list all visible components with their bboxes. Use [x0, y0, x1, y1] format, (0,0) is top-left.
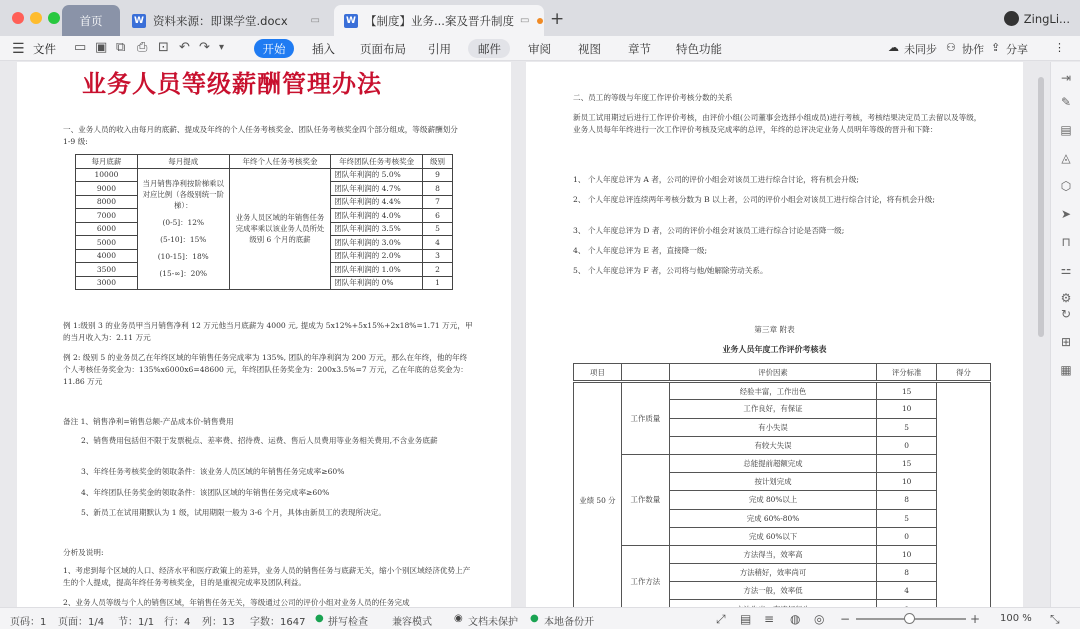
tier-2: (5-10]：15% — [160, 235, 207, 245]
level-cell: 3 — [423, 249, 453, 263]
zoom-out-icon[interactable]: − — [840, 612, 851, 626]
status-bar — [0, 607, 1080, 629]
fullscreen-icon[interactable]: ⤢ — [716, 612, 726, 626]
score-cell: 5 — [877, 418, 937, 436]
factor-cell: 完成 60%-80% — [669, 509, 876, 527]
base-salary-cell: 9000 — [76, 182, 138, 196]
commission-text: 当月销售净利按阶梯乘以对应比例（各级别统一阶梯）： — [142, 179, 224, 211]
document-page-1[interactable] — [17, 62, 511, 607]
base-salary-cell: 7000 — [76, 209, 138, 223]
side-tool-panel — [1050, 62, 1080, 607]
history-icon[interactable]: ↻ — [1060, 307, 1072, 321]
factor-cell: 方法一般，效率低 — [669, 582, 876, 600]
score-cell: 15 — [877, 382, 937, 400]
zoom-level[interactable]: 100 % — [1000, 613, 1032, 624]
share-label[interactable]: 分享 — [1006, 43, 1028, 56]
status-row: 行：4 — [164, 617, 191, 628]
tab-home-label: 首页 — [79, 13, 103, 28]
print-preview-icon[interactable]: ⊡ — [158, 40, 169, 55]
title-bar — [0, 0, 1080, 36]
score-cell: 10 — [877, 400, 937, 418]
salary-table — [75, 154, 453, 290]
tab-doc1[interactable] — [122, 5, 330, 36]
shield-icon: ◉ — [454, 613, 463, 624]
team-bonus-cell: 团队年利润的 4.4% — [331, 195, 423, 209]
redo-icon[interactable]: ↷ — [199, 40, 210, 55]
commission-cell — [137, 168, 229, 290]
status-protect[interactable]: 文档未保护 — [468, 617, 518, 628]
tab-view[interactable]: 视图 — [578, 42, 601, 56]
score-cell: 8 — [877, 564, 937, 582]
section-2-heading: 二、员工的等级与年度工作评价考核分数的关系 — [573, 93, 733, 102]
tab-references[interactable]: 引用 — [428, 42, 451, 56]
word-doc-icon: W — [344, 14, 358, 28]
base-salary-cell: 4000 — [76, 249, 138, 263]
group-cell: 工作数量 — [621, 454, 669, 545]
vertical-scrollbar[interactable] — [1038, 77, 1044, 337]
table-header-cell: 得分 — [937, 364, 991, 382]
style-icon[interactable]: ◬ — [1061, 151, 1071, 165]
tab-start[interactable]: 开始 — [254, 39, 294, 58]
table-header-cell: 年终团队任务考核奖金 — [331, 155, 423, 169]
word-doc-icon: W — [132, 14, 146, 28]
chapter-heading: 第三章 附表 — [754, 325, 795, 334]
table-row — [574, 382, 991, 400]
base-salary-cell: 3000 — [76, 276, 138, 290]
tab-doc1-label: 资料来源：即课学堂.docx — [153, 13, 288, 28]
document-icon[interactable]: ▤ — [1060, 123, 1072, 137]
ribbon-menu-bar — [0, 36, 1080, 61]
fit-window-icon[interactable]: ⤡ — [1050, 612, 1060, 626]
table-row — [76, 168, 453, 182]
team-bonus-cell: 团队年利润的 3.0% — [331, 236, 423, 250]
table-header-cell: 年终个人任务考核奖金 — [229, 155, 331, 169]
team-bonus-cell: 团队年利润的 4.0% — [331, 209, 423, 223]
analysis-title: 分析及说明: — [63, 548, 104, 557]
intro-paragraph: 一、业务人员的收入由每月的底薪、提成及年终的个人任务考核奖金、团队任务考核奖金四个部分组成，等级薪酬划分 1-9 级: — [63, 125, 458, 146]
team-bonus-cell: 团队年利润的 2.0% — [331, 249, 423, 263]
factor-cell: 经验丰富，工作出色 — [669, 382, 876, 400]
table-header-cell: 评价因素 — [669, 364, 876, 382]
status-page-code: 页码：1 — [10, 617, 47, 628]
export-icon[interactable]: ⧉ — [116, 40, 126, 55]
level-cell: 1 — [423, 276, 453, 290]
rule-4: 4、 个人年度总评为 E 者，直接降一级; — [573, 246, 708, 255]
base-salary-cell: 5000 — [76, 236, 138, 250]
collapse-panel-icon[interactable]: ⇥ — [1060, 71, 1072, 85]
eye-protect-icon[interactable]: ◎ — [814, 612, 825, 626]
note-4: 4、年终团队任务奖金的领取条件：该团队区域的年销售任务完成率≥60% — [81, 488, 330, 497]
analysis-2: 2、业务人员等级与个人的销售区域，年销售任务无关，等级通过公司的评价小组对业务人员的任务完成 — [63, 598, 410, 607]
web-view-icon[interactable]: ◍ — [790, 612, 801, 626]
note-2: 2、销售费用包括但不限于发票税点、差率费、招待费、运费、售后人员费用等业务相关费用,不含业务底薪 — [81, 436, 438, 445]
maximize-window-button[interactable] — [48, 12, 60, 24]
table-header-cell — [621, 364, 669, 382]
rule-2: 2、 个人年度总评连续两年考核分数为 B 以上者，公司的评价小组会对该员工进行综合讨论，将有机会升级; — [573, 195, 935, 204]
example-2: 例 2: 级别 5 的业务员乙在年终区域的年销售任务完成率为 135%, 团队的年净利润为 200 万元，那么在年终，他的年终个人考核任务奖金为：135%x6000x6=48600 元，年终团队任务奖金为：200x3.5%=7 万元，乙在年底的总奖金为：11.86 万元 — [63, 353, 468, 386]
group-cell: 工作方法 — [621, 545, 669, 618]
pointer-icon[interactable]: ➤ — [1060, 207, 1072, 221]
factor-cell: 完成 80%以上 — [669, 491, 876, 509]
base-salary-cell: 6000 — [76, 222, 138, 236]
note-5: 5、新员工在试用期默认为 1 级，试用期限一般为 3-6 个月，具体由新员工的表现所决定。 — [81, 508, 386, 517]
table-header-cell: 每月提成 — [137, 155, 229, 169]
level-cell: 4 — [423, 236, 453, 250]
tier-4: (15-∞]：20% — [159, 269, 208, 279]
tab-page-layout[interactable]: 页面布局 — [360, 42, 406, 56]
new-tab-button[interactable]: + — [550, 9, 565, 29]
file-menu[interactable]: 文件 — [33, 42, 56, 56]
outline-view-icon[interactable]: ≡ — [764, 612, 775, 626]
spell-check-icon: ● — [315, 613, 324, 624]
team-bonus-cell: 团队年利润的 3.5% — [331, 222, 423, 236]
level-cell: 5 — [423, 222, 453, 236]
lock-icon[interactable]: ⊓ — [1061, 235, 1071, 249]
team-bonus-cell: 团队年利润的 4.7% — [331, 182, 423, 196]
backup-icon: ● — [530, 613, 539, 624]
level-cell: 8 — [423, 182, 453, 196]
base-salary-cell: 8000 — [76, 195, 138, 209]
unsync-label[interactable]: 未同步 — [904, 43, 937, 56]
score-cell: 15 — [877, 454, 937, 472]
status-page: 页面：1/4 — [58, 617, 105, 628]
document-page-2[interactable] — [526, 62, 1023, 607]
tier-3: (10-15]：18% — [157, 252, 209, 262]
user-account[interactable] — [1004, 11, 1070, 26]
note-3: 3、年终任务考核奖金的领取条件：该业务人员区域的年销售任务完成率≥60% — [81, 467, 345, 476]
table-header-row — [76, 155, 453, 169]
table-header-cell: 每月底薪 — [76, 155, 138, 169]
tab-doc2[interactable] — [334, 5, 544, 36]
share-icon[interactable]: ⇪ — [991, 41, 1001, 54]
customize-chevron-icon[interactable]: ▾ — [219, 42, 225, 53]
tab-home[interactable] — [62, 5, 120, 36]
rule-3: 3、 个人年度总评为 D 者，公司的评价小组会对该员工进行综合讨论是否降一级; — [573, 226, 845, 235]
score-cell: 0 — [877, 527, 937, 545]
status-compat: 兼容模式 — [392, 617, 432, 628]
tab-special-features[interactable]: 特色功能 — [676, 42, 722, 56]
table-row — [574, 454, 991, 472]
table-header-cell: 评分标准 — [877, 364, 937, 382]
edit-pen-icon[interactable]: ✎ — [1060, 95, 1072, 109]
rule-1: 1、 个人年度总评为 A 者，公司的评价小组会对该员工进行综合讨论，将有机会升级; — [573, 175, 859, 184]
shape-icon[interactable]: ⬡ — [1060, 179, 1072, 193]
level-cell: 6 — [423, 209, 453, 223]
page-view-icon[interactable]: ▤ — [740, 612, 752, 626]
factor-cell: 有小失误 — [669, 418, 876, 436]
project-cell: 业绩 50 分 — [574, 382, 622, 618]
factor-cell: 方法稍好，效率尚可 — [669, 564, 876, 582]
monitor-icon: ▭ — [519, 15, 530, 26]
level-cell: 9 — [423, 168, 453, 182]
status-words[interactable]: 字数：1647 — [250, 617, 306, 628]
base-salary-cell: 3500 — [76, 263, 138, 277]
zoom-slider-handle[interactable] — [904, 613, 915, 624]
table-header-cell: 级别 — [423, 155, 453, 169]
image-icon[interactable]: ▦ — [1060, 363, 1072, 377]
tab-mailings[interactable]: 邮件 — [478, 42, 501, 56]
more-options-icon[interactable]: ⋮ — [1054, 41, 1065, 54]
status-col: 列：13 — [202, 617, 235, 628]
example-1: 例 1:级别 3 的业务员甲当月销售净利 12 万元他当月底薪为 4000 元, 提成为 5x12%+5x15%+2x18%=1.71 万元，甲的当月收入为：2.11 万元 — [63, 321, 473, 342]
tab-insert[interactable]: 插入 — [312, 42, 335, 56]
collab-label[interactable]: 协作 — [962, 43, 984, 56]
cloud-sync-icon[interactable]: ☁ — [888, 41, 899, 54]
score-cell: 5 — [877, 509, 937, 527]
tab-review[interactable]: 审阅 — [528, 42, 551, 56]
team-bonus-cell: 团队年利润的 5.0% — [331, 168, 423, 182]
minimize-window-button[interactable] — [30, 12, 42, 24]
personal-bonus-cell: 业务人员区域的年销售任务完成率乘以该业务人员所处级别 6 个月的底薪 — [229, 168, 331, 290]
factor-cell: 总能提前超额完成 — [669, 454, 876, 472]
table-header-cell: 项目 — [574, 364, 622, 382]
score-cell: 8 — [877, 491, 937, 509]
probation-paragraph: 新员工试用期过后进行工作评价考核，由评价小组(公司董事会选择小组成员)进行考核，考核结果决定员工去留以及等级，业务人员每年年终进行一次工作评价考核及完成率的总评，年终的总评决定业务人员明年等级的晋升和下降： — [573, 113, 982, 134]
tier-1: (0-5]：12% — [162, 218, 204, 228]
status-backup[interactable]: 本地备份开 — [544, 617, 594, 628]
review-table — [573, 363, 991, 619]
team-bonus-cell: 团队年利润的 0% — [331, 276, 423, 290]
team-bonus-cell: 团队年利润的 1.0% — [331, 263, 423, 277]
undo-icon[interactable]: ↶ — [179, 40, 190, 55]
score-cell: 4 — [877, 582, 937, 600]
base-salary-cell: 10000 — [76, 168, 138, 182]
monitor-icon: ▭ — [310, 15, 320, 26]
table-row — [574, 545, 991, 563]
status-section: 节：1/1 — [118, 617, 155, 628]
hamburger-menu-icon[interactable]: ☰ — [12, 41, 25, 57]
page-title: 业务人员等级薪酬管理办法 — [82, 69, 382, 98]
review-table-title: 业务人员年度工作评价考核表 — [722, 344, 827, 354]
factor-cell: 方法得当，效率高 — [669, 545, 876, 563]
table-header-row — [574, 364, 991, 382]
score-cell: 10 — [877, 545, 937, 563]
document-canvas[interactable] — [0, 62, 1050, 607]
close-window-button[interactable] — [12, 12, 24, 24]
unsaved-dot-icon — [537, 18, 543, 24]
rule-5: 5、 个人年度总评为 F 者，公司将与他/她解除劳动关系。 — [573, 266, 768, 275]
points-cell[interactable] — [937, 382, 991, 618]
settings-icon[interactable]: ⚙ — [1060, 291, 1072, 305]
print-icon[interactable]: ⎙ — [137, 40, 148, 55]
level-cell: 7 — [423, 195, 453, 209]
zoom-in-icon[interactable]: + — [970, 612, 981, 626]
adjust-icon[interactable]: ⚍ — [1060, 263, 1072, 277]
status-spell-check[interactable]: 拼写检查 — [328, 617, 368, 628]
collab-icon[interactable]: ⚇ — [946, 41, 956, 54]
score-cell: 0 — [877, 436, 937, 454]
factor-cell: 工作良好，有保证 — [669, 400, 876, 418]
factor-cell: 有较大失误 — [669, 436, 876, 454]
tab-doc2-label: 【制度】业务...案及晋升制度 — [365, 13, 514, 28]
level-cell: 2 — [423, 263, 453, 277]
open-folder-icon[interactable]: ▭ — [74, 40, 87, 55]
avatar — [1004, 11, 1019, 26]
note-1: 备注 1、销售净利=销售总额-产品成本价-销售费用 — [63, 417, 234, 426]
tab-chapter[interactable]: 章节 — [628, 42, 651, 56]
translate-icon[interactable]: ⊞ — [1060, 335, 1072, 349]
score-cell: 10 — [877, 473, 937, 491]
group-cell: 工作质量 — [621, 382, 669, 455]
save-icon[interactable]: ▣ — [95, 40, 108, 55]
analysis-1: 1、考虑到每个区域的人口、经济水平和医疗政策上的差异，业务人员的销售任务与底薪无关，缩小个别区域经济优势上产生的个人提成，提高年终任务考核奖金，目的是重视完成率及团队利益。 — [63, 566, 471, 587]
factor-cell: 按计划完成 — [669, 473, 876, 491]
factor-cell: 完成 60%以下 — [669, 527, 876, 545]
user-name: ZingLi... — [1023, 11, 1070, 26]
